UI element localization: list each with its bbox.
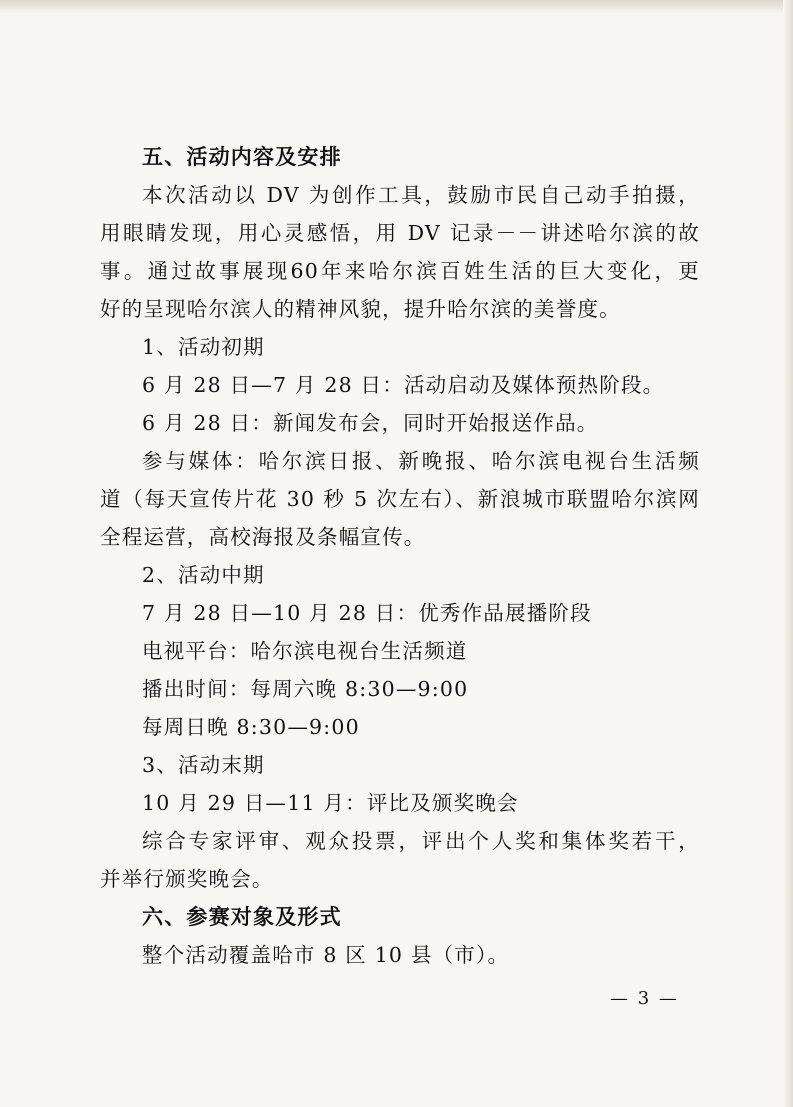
paragraph-line: 6 月 28 日—7 月 28 日：活动启动及媒体预热阶段。 [142, 373, 665, 397]
subheading-phase-1: 1、活动初期 [142, 335, 265, 359]
scan-shadow-top [0, 0, 793, 14]
subheading-phase-2: 2、活动中期 [142, 563, 265, 587]
paragraph-line: 本次活动以 DV 为创作工具，鼓励市民自己动手拍摄， [142, 183, 700, 207]
paragraph-line: 每周日晚 8:30—9:00 [142, 715, 360, 739]
paragraph-line: 全程运营，高校海报及条幅宣传。 [100, 525, 426, 549]
section-heading-activity-content: 五、活动内容及安排 [142, 144, 342, 169]
scan-shadow-right [783, 0, 793, 1107]
paragraph-line: 用眼睛发现，用心灵感悟，用 DV 记录－－讲述哈尔滨的故 [100, 221, 700, 245]
paragraph-line: 事。通过故事展现60年来哈尔滨百姓生活的巨大变化，更 [100, 259, 700, 283]
page-number: — 3 — [610, 988, 679, 1009]
paragraph-line: 并举行颁奖晚会。 [100, 867, 274, 891]
paragraph-line: 综合专家评审、观众投票，评出个人奖和集体奖若干， [142, 829, 700, 853]
paragraph-line: 好的呈现哈尔滨人的精神风貌，提升哈尔滨的美誉度。 [100, 297, 621, 321]
paragraph-line: 播出时间：每周六晚 8:30—9:00 [142, 677, 469, 701]
paragraph-line: 电视平台：哈尔滨电视台生活频道 [142, 639, 468, 663]
paragraph-line: 道（每天宣传片花 30 秒 5 次左右）、新浪城市联盟哈尔滨网 [100, 487, 700, 511]
paragraph-line: 10 月 29 日—11 月：评比及颁奖晚会 [142, 791, 519, 815]
paragraph-line: 6 月 28 日：新闻发布会，同时开始报送作品。 [142, 411, 599, 435]
document-body [100, 138, 700, 974]
subheading-phase-3: 3、活动末期 [142, 753, 265, 777]
paragraph-line: 整个活动覆盖哈市 8 区 10 县（市）。 [142, 943, 510, 967]
paragraph-line: 7 月 28 日—10 月 28 日：优秀作品展播阶段 [142, 601, 592, 625]
paragraph-line: 参与媒体：哈尔滨日报、新晚报、哈尔滨电视台生活频 [142, 449, 700, 473]
section-heading-participants: 六、参赛对象及形式 [142, 904, 342, 929]
